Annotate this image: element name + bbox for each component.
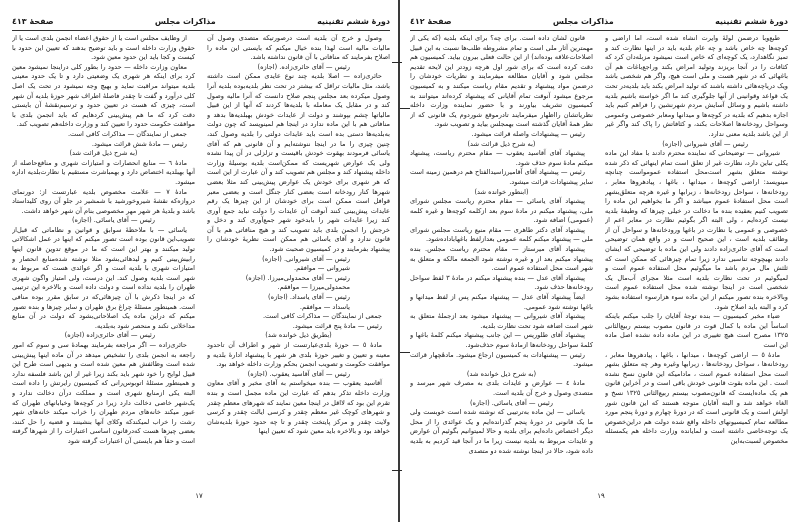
gutter-mark	[392, 62, 402, 63]
paragraph: قانون لشان داده است. برای چه؟ برای اینکه بلدیه (که یکی از مهمترین آثار ملی است و تمام مشروطه طلب‌ها نسبت به این قبیل اصلاحات‌علاقه بوده‌اند) از این حالت فعلی بیرون بیاید. کمیسیون هم دقت کرده است که برای شور اول هرچه زودتر این لایحه تقدیم مجلس شود و آقایان مطالعه میفرمایند و نظریات خودشان را درضمن مواد پیشنهاد و تقدیم مقام ریاست میکنند و به کمیسیون مرجوع میشود آنوقت تمام آقایانی که پیشنهاد کرده‌اند میتوانند به کمیسیون تشریف بیاورند و با حضور نماینده وزارت داخله نظریاتشان رااظهار میفرمایند تادرموقع شوردوم یک قانونی که از نظر همهٔ آقایان گذشته است بهمجلس بیاید و تصویب شود.	[410, 34, 593, 129]
paragraph: پیشنهاد آقای شیروانی — پیشنهاد میشود بعد ازجملهٔ متعلق به شهر است اضافه شود تحت نظارت بلدیه.	[410, 312, 593, 330]
speaker-line: رئیس — آقای یاسائی. (اجازه)	[469, 398, 553, 407]
paragraph: رئیس — پیشنهاد آقای آقامیرزاسیدالفتاح هم درهمین زمینه است سایر پیشنهادات قرائت میشود.	[410, 168, 593, 186]
left-page	[0, 0, 398, 522]
paragraph: ضیاء مخبر کمیسیون — بنده توجهٔ آقایان را جلب میکنم باینکه اساساً این ماده با کمال قوت در قانون مصوب بیستم ربیع‌الثانی ۱۳۲۵ مصرح است هیچ تغییری در این ماده داده نشده اصل ماده این است	[605, 312, 788, 349]
paragraph: پیشنهاد آقای دکتر طاهری — مقام منیع ریاست مجلس شورای ملی — پیشنهاد میکنم کلمه عمومی بعدازلفظ باغهاباداده‌شود.	[410, 225, 593, 244]
left-page-column-2	[12, 34, 195, 482]
paragraph: یاسائی — این ماده به‌ترتیبی که نوشته شده است خوبست ولی ما یک قانونی در دورهٔ پنجم گذرانده‌ایم و یک عوائدی را از محل دیگر اختصاص داده‌ایم برای بلدیه و حالا لمیتوانیم بگوئیم آن عوارض و عایدات مربوط به بلدیه نیست زیرا ما در آنجا قید کردیم به بلدیه داده شود، حالا در اینجا نوشته شده دو متصدی	[410, 408, 593, 455]
paragraph: پیشنهاد آقای میرستاز — مقام محترم ریاست مجلس. بنده پیشنهاد میکنم بعد از و غیره نوشته شود الجمعه مالکه و متعلق به شهر است محل استفاده عموم است.	[410, 245, 593, 273]
speaker-line: رئیس — آقای شیروانی. (اجازه)	[262, 254, 350, 263]
paragraph: جمعی از نمایندگان — مذاکرات کافی است.	[67, 129, 187, 138]
right-page-folio: ۱۹	[597, 492, 605, 500]
left-header-term: دورهٔ ششم تقنینیه	[317, 16, 390, 26]
paragraph: معاون وزارت داخله — حدود را بطور کلی دراینجا نمیشود معین کرد برای اینکه هر شهری یک وضعیتی دارد و تا یک حدود معینی بلدیه میتواند مراقبت نماید و بهیچ وجه نمیشود در تحت یک اصل کلی درآورد و گفت تا چقدر فاصلهٔ اطراف شهر حوزهٔ بلدیه آن شهر است، چیزی که هست در تعیین حدود و ترسیم‌نقشهٔ آن بایستی دقت کرد که ما هم پیش‌بینی کردهایم که باید انجمن بلدی با موافقت حکومت حدود را تعیین کند و وزارت داخله‌هم تصویب کند.	[12, 62, 195, 129]
paragraph: مادهٔ ٤ — عوارض و عایدات بلدی به مصرف شهر میرسد و متصدی وصول و خرج آن بلدیه است.	[410, 379, 593, 397]
speaker-line: رئیس — آقای حائری‌زاده. (اجازه)	[257, 62, 350, 71]
speaker-line: رئیس — آقای حائری‌زاده (اجازه)	[64, 331, 155, 340]
speaker-line: رئیس — آقای محمدولی‌میرزا. (اجازه)	[245, 273, 350, 282]
right-page-column-1	[605, 34, 788, 482]
paragraph: رئیس — پیشنهادات به کمیسیون ارجاع میشود. مادهٔچهار قرائت میشود.	[410, 350, 593, 369]
paragraph: از وظایف مجلس است یا از حقوق اعضاء انجمن بلدی است یا از حقوق وزارت داخله است و باید توضیح بدهند که تعیین این حدود با کیست و کجا باید این حدود معین شود.	[12, 34, 195, 62]
paragraph: مادهٔ ٧ — علامت مخصوص بلدیه عبارتست از: دورنمای دروازه‌که نقشهٔ شیروخورشید با شمشیر در جلو آن روی کلیداستاد باشد و بلدیهٔ هر شهر مهر مخصوصی بنام آن شهر خواهد داشت.	[12, 187, 195, 215]
speaker-line: رئیس — آقای یاسائی. (اجازه)	[71, 216, 155, 225]
left-header-title: مذاکرات مجلس	[154, 16, 216, 26]
paragraph: رئیس — پیشنهادات واصله قرائت میشود.	[471, 129, 585, 138]
paragraph: حائری‌زاده — اصلا بلدیه چند نوع عایدی ممکن است داشته باشد، مثل مالیات تراقل که بیشتر در تحت نظر بلدیه‌بوده بلدیه آنرا وصول میکرده بعد مجلس پنجم صلاح دانست که آنرا مالیه وصول کند و در مقابل یک معامله با بلدیه‌ها کردند که آنها از این قبیل مالیاتها چشم بپوشند و دولت از عایدات خودش بهبلدیه‌ها بدهد و منافاتی هم با این ماده ندارد در اینجا هم لمینویسد که چون دولت به‌بلدیه‌ها دستی بده است باید عایدات دولتی را بلدیه وصول کند، چنین چیزی را ما در اینجا ننوشته‌ایم و آن قانونی هم که آقای یاسائی فرمودند بهقوت خودش باقیست و تزلزلی در آن پیدا نشده ولی یک عوارض شهریست که ممکن‌است بلدیه بوسیلهٔ وزارت داخله پیشنهاد کند و مجلس هم تصویب کند و آن عبارت از این است که هر شهری برای خودش یک عوارض پیش‌بینی کند مثلا بعضی شهرها کنار رودخانه است بعضی کنار جنگل است و بعضی معبر قوافل است ممکن است برای خودشان از این چیزها یک رقم عایدات پیش‌بینی کنند آنوقت آن عایدات را دولت نباید جمع آوری کند زیرا عایدات شهر را بابدخود شهر جمع‌آوری کند و دخل و خرجش را انجمن بلدی باید تصویب کند و هیچ منافاتی هم با آن قانون ندارد و آقای یاسائی هم ممکن است نظریهٔ خودشان را پیشنهاد بفرمایند و در کمیسیون صحبت شود.	[207, 72, 390, 254]
paragraph: ایضاً پیشنهاد آقای عدل — پیشنهاد میکنم پس از لفظ میدانها و باغها نوشته شود عمومی.	[410, 293, 593, 311]
speaker-line: رئیس — آقای شیروانی (اجازه)	[662, 139, 748, 148]
paragraph: یاسائی — با ملاحظهٔ سوابق و قوانین و نظاماتی که قبل‌از تصویب‌این قانون بوده است تصور میکنم که اینها در عمل اشکالاتی تولید میکنند و بهتر این است که ما در موقع تدوین قانون اینها رابیش‌بینی کنیم و لیدهائی‌بشود مثلا نوشته شده‌منابع انحصار و امتیازات شهری با بلدیه است و اگر عوائدی هست که مربوط به شهر است بلدیه وصول کند. این درست، ولی امتیاز واگون شهری طهران را بلدیه نداده است و دولت داده است و بالاخره این ترتیبی که در اینجا ذکرش با آن چیزهائی‌که در سابق مقرر بوده منافی است. همینطور مسئلهٔ چراغ برق طهران و سایر چیزها و بنده تصور میکنم که دراین ماده یک اصلاحاتی‌بشود که دولت در آن منابع مداخلاتی نکند و منحصر شود به‌بلدیه.	[12, 225, 195, 330]
left-page-header	[12, 14, 390, 31]
paragraph: پیشنهاد آقای عدل — بنده پیشنهاد میکنم در مادهٔ ۳ لفظ سواحل رودخانه‌ها حذف شود.	[410, 273, 593, 292]
stage-note: (به شرح ذیل قرائت شد)	[69, 149, 138, 158]
left-page-columns	[12, 34, 390, 482]
speaker-line: رئیس — آقای یاسداد. (اجازه)	[268, 293, 350, 302]
paragraph: مادهٔ ٥ — حوزهٔ بلدی‌عبارتست از شهر و اطراف آن تاحدود معینه و تعیین و تغییر حوزهٔ بلدی هر شهر با پیشنهاد ادارهٔ بلدیه و موافقت حکومت و تصویب انجمن بحکم وزارت داخله خواهد بود.	[207, 341, 390, 369]
right-page-header	[410, 14, 788, 31]
paragraph: پیشنهاد آقای یاسائی — مقام محترم ریاست مجلس شورای ملی، پیشنهاد میکنم در مادهٔ سوم بعد ازکلمه کوچه‌ها و غیره کلمه (عمومی) اضافه شود.	[410, 197, 593, 225]
book-gutter	[398, 0, 400, 522]
paragraph: رئیس — مادهٔ پنج قرائت میشود.	[292, 321, 382, 330]
right-header-term: دورهٔ ششم تقنینیه	[715, 16, 788, 26]
right-page	[402, 0, 800, 522]
paragraph: جمعی از نمایندگان — مذاکرات کافی است.	[262, 312, 382, 321]
speaker-line: محمدولی‌میرزا — موافقم.	[277, 283, 350, 292]
left-header-page-label: صفحهٔ ٤١٣	[12, 16, 54, 26]
paragraph: پیشنهاد آقای طلوریس — این جانب پیشنهاد میکنم کلمهٔ باغها و کلمهٔ سواحل رودخانه‌ها ازمادهٔ سوم حذف‌شود.	[410, 331, 593, 349]
stage-note: (ابنطور خوانده شد)	[474, 187, 529, 196]
paragraph: پیشنهاد آقای آقاسید یعقوب — مقام محترم ریاست، پیشنهاد میکنم مادهٔ سوم حذف شود.	[410, 149, 593, 167]
paragraph: شیروانی — توضیحاتی که نماینده محترم دادند با مفاد این ماده یکلی تباین دارد، نظارت غیر از تعلق است تمام اینهائی که ذکر شده نوشته متعلق بشهر است‌محل استفاده عمومواست چنانچه مینویسد: اراضی کوچه‌ها ، میدانها ، باغها ، پیادهروها معابر ، رودخانه‌ها ، سواحل رودخانه‌ها ، زبرابها و غیره هرچه متعلق‌بشهر است محل استفادهٔ عموم میباشد و اگر ما بخواهیم این ماده را تصویب کنیم بعقیده بنده ما دخالت در خیلی چیزها که وظیفهٔ بلدیه نیست کرده‌ایم ، ولی البته اگر بگوئیم نظارت در معابر اعم از خصوصی و عمومی یا نظارت در باغها ورودخانه‌ها و سواحل آن از وظائف بلدیه است ، این صحیح است و در واقع همان توضیحی است که آقای حائری‌زاده دادند ولی این ماده با توضیحی که ایشان دادند بهیچوجه تناسبی ندارد زیرا تمام چیزهائی که ممکن است که ثلثش مال مردم باشد ما میگوئیم محل استفاده عموم است و لمیگوئیم در تحت نظارت بلدیه است مثلا مجرای آب‌مال یک شخصی است در اینجا نوشته شده محل استفاده عموم است وبالاخره بنده تصور میکنم از این ماده سوء هزارسوء استفاده بشود کرد و البته باید اصلاح شود.	[605, 149, 788, 311]
paragraph: طبع‌وبا درضمن لولهٔ وایرت انشاء شده است، اما اراضی و کوچه‌ها چه خاص باشد و چه عام بلدیه باید در اینها نظارت کند و تمیز نگاهدارد، یک کوچه‌ای که خاص است نمیشود مزبله‌دان کرد که کثافات را در آنجا بریزند وتولید امراض بکند وراجع‌باغات هم آن باغهائی که در شهر هست و ملی است هیچ، واگر هم شخصی باشد ویک دریاچه‌هائی داشته باشند که تولید امراض بکند باید بلدیه‌در تحت یک قواعد وقوانینی از آنها جلوگیری کند ما اگر خواسته باشیم بلدیه داشته باشیم و وسائل آسایش مردم شهرنشین را فراهم کنیم باید اجازه بدهیم که بلدیه در کوچه‌ها و میدانها ومعابر خصوصی وعمومی وسواحل رودخانه‌ها اصلاحات بکند، و کثافاتش را پاک کند واگر غیر از این باشد بلدیه معنی ندارد.	[605, 34, 788, 138]
speaker-line: شیروانی — موافقم.	[293, 264, 350, 273]
paragraph: مادهٔ ٥ — اراضی کوچه‌ها ، میدانها ، باغها ، پیادهروها معابر ، رودخانه‌ها ، سواحل رودخانه‌ها ، زبرابها وغیره وهر چه متعلق بشهر است محل استفاده عموم است ، مادامیکه این قانون نسخ نشده است . این ماده بقوت قانونی خودش باقی است و در آخراین قانون هم یک ماده‌ایست که قانون‌مصوب بیستم ربیع‌الثانی ۱۳۲٥ نسخ و الغاء خواهد شد و البته آقایان متوجه هستند که این قانون شور اولش است و یک قانونی است که در دورهٔ چهارم و دورهٔ پنجم مورد مطالعه تمام کمیسیونهای داخله واقع شده دولت هم دراین‌خصوص یک توجه‌خاصی داشته است و لمایانده وزارت داخله هم یکمسئله مخصوص لسبت‌به‌این	[605, 350, 788, 445]
left-page-column-1	[207, 34, 390, 482]
gutter-mark	[392, 470, 402, 471]
stage-note: (به شرح ذیل خوانده شد)	[466, 369, 537, 378]
paragraph: مادهٔ ٦ — منابع انحصارات و امتیازات شهری و منافع‌حاصله از آنها بهبلدیه اختصاص دارد و بهمباشرت مستقیم یا نظارت‌بلدیه اداره میشود.	[12, 158, 195, 186]
right-header-title: مذاکرات مجلس	[552, 16, 614, 26]
paragraph: حائری‌زاده — اگر مراجعه بفرمایند بهمادهٔ سی و سوم که امور راجعه به انجمن بلدی را تشخیص میدهد در آن ماده اینها پیش‌بینی شده است وظائفش هم معین شده است و بدیهی است طرح این قبیل لوایح را خود شهر باید بکند زیرا غیر از این باشد فلسفه ندارد و همینطور مسئلهٔ اتوبوس‌رانی که کمیسیون رایرتش را داده است البته یکی ازمنابع شهری است و مملکت درآن دخالت ندارد و یک‌شهر خاصی دخالت دارد زیرا در کوچه‌ها وخیابانهای طهران که عبور میکند خانه‌های مردم طهران را خراب میکند خانه‌های شهر رشت را خراب لمیکند‌که وکلای آنها بنشینند و قضیه را حل کنند، بعضی چیزها هست که‌درقانون اساسی اعتبارات را از شهرها گرفته است و حقاً هم بایستی آن اعتبارات گرفته شود	[12, 341, 195, 445]
speaker-line: یاسداد — موافقم.	[299, 302, 350, 311]
right-header-page-label: صفحهٔ ٤١٢	[410, 16, 452, 26]
paragraph: آقاسید یعقوب — بنده میخواستم به آقای مخبر و آقای معاون وزارت داخله تذکر بدهم که عبارت این ماده مجمل است و بنده تقرم این بود که لااقل در اینجا معین نمایند که شهرهای معظم چقدر و شهرهای کوچک غیر معظم چقدر و کرسی ایالت چقدر و کرسی ولایت چقدر و مرکز پایتخت چقدر و تا چه حدود حوزهٔ بلدیه‌شان خواهد بود و بالاخره باید معین شود که تعیین اینها	[207, 379, 390, 436]
right-page-column-2	[410, 34, 593, 482]
paragraph: رئیس — مادهٔ شش قرائت میشود.	[91, 139, 187, 148]
paragraph: وصول و خرج آن بلدیه است درصورتیکه متصدی وصول آن مالیات مالیه است لهذا بنده خیال میکنم که بایستی این ماده را اصلاح بفرمایند که منافاتی با آن قانون نداشته باشد.	[207, 34, 390, 62]
right-page-columns	[410, 34, 788, 482]
speaker-line: رئیس — آقای آقاسید یعقوب. (اجازه)	[247, 369, 350, 378]
stage-note: (به شرح ذیل قرائت شد)	[467, 139, 536, 148]
stage-note: (بطریق ذیل خوانده شد)	[265, 331, 332, 340]
left-page-folio: ۱۷	[195, 492, 203, 500]
